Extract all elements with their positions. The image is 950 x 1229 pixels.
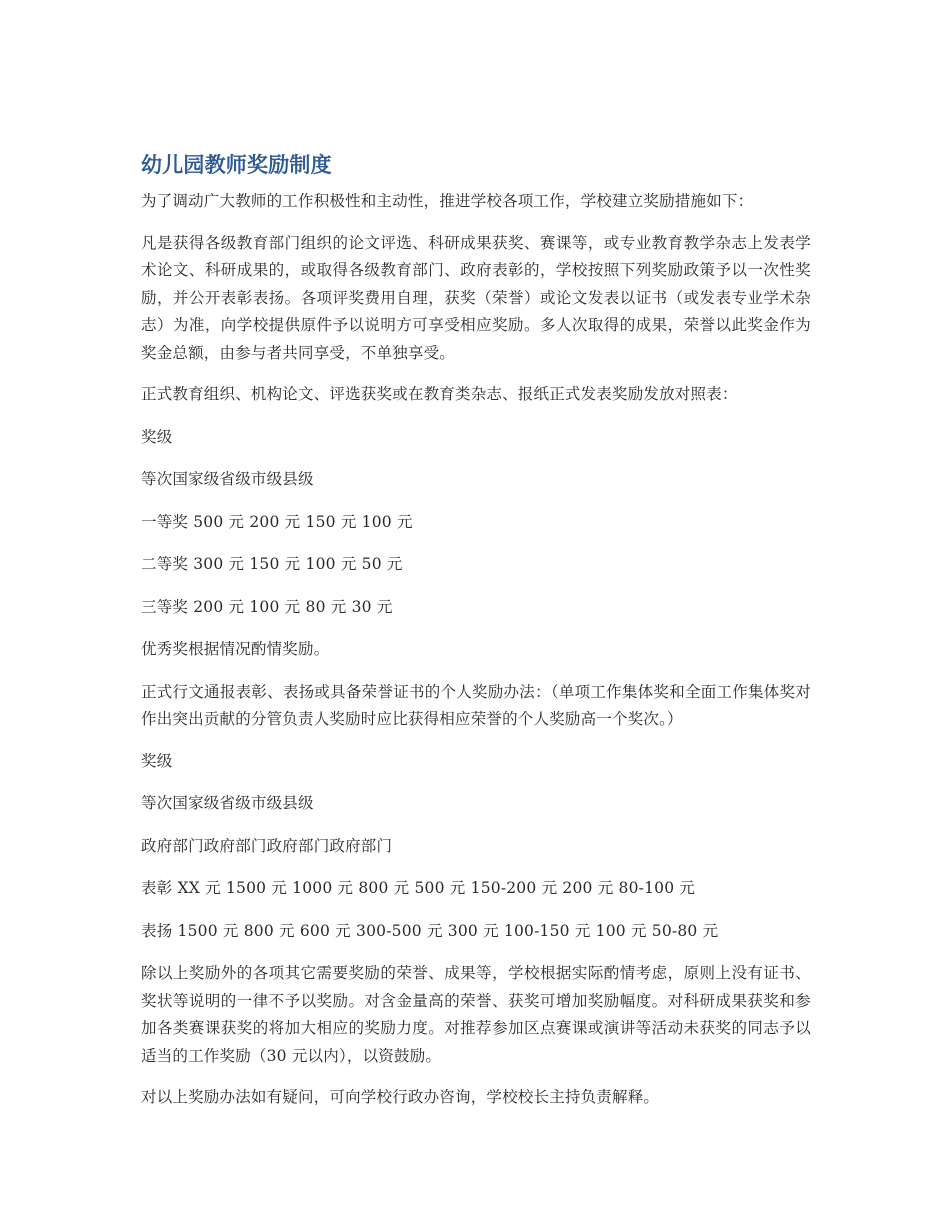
table2-row-commendation: 表彰 XX 元 1500 元 1000 元 800 元 500 元 150-200 元 200 元 80-100 元 bbox=[141, 879, 696, 897]
paragraph-table1-caption: 正式教育组织、机构论文、评选获奖或在教育类杂志、报纸正式发表奖励发放对照表： bbox=[141, 385, 738, 403]
table1-row-second-prize: 二等奖 300 元 150 元 100 元 50 元 bbox=[141, 555, 403, 573]
paragraph-inquiry: 对以上奖励办法如有疑问，可向学校行政办咨询，学校校长主持负责解释。 bbox=[141, 1088, 660, 1106]
table1-header-grades: 等次国家级省级市级县级 bbox=[141, 470, 314, 488]
table1-row-third-prize: 三等奖 200 元 100 元 80 元 30 元 bbox=[141, 597, 393, 616]
paragraph-policy: 凡是获得各级教育部门组织的论文评选、科研成果获奖、赛课等，或专业教育教学杂志上发表学术论文、科研成果的，或取得各级教育部门、政府表彰的，学校按照下列奖励政策予以一次性奖励，并公开表彰表扬。各项评奖费用自理，获奖（荣誉）或论文发表以证书（或发表专业学术杂志）为准，向学校提供原件予以说明方可享受相应奖励。多人次取得的成果，荣誉以此奖金作为奖金总额，由参与者共同享受，不单独享受。 bbox=[141, 233, 811, 362]
table1-row-first-prize: 一等奖 500 元 200 元 150 元 100 元 bbox=[141, 512, 413, 531]
table2-header-award-level: 奖级 bbox=[141, 751, 173, 770]
table1-header-award-level: 奖级 bbox=[141, 427, 173, 446]
paragraph-other-rewards: 除以上奖励外的各项其它需要奖励的荣誉、成果等，学校根据实际酌情考虑，原则上没有证书、奖状等说明的一律不予以奖励。对含金量高的荣誉、获奖可增加奖励幅度。对科研成果获奖和参加各类赛课获奖的将加大相应的奖励力度。对推荐参加区点赛课或演讲等活动未获奖的同志予以适当的工作奖励（30 元以内），以资鼓励。 bbox=[141, 964, 811, 1065]
table2-row-praise: 表扬 1500 元 800 元 600 元 300-500 元 300 元 100-150 元 100 元 50-80 元 bbox=[141, 921, 719, 940]
table2-header-grades: 等次国家级省级市级县级 bbox=[141, 794, 314, 812]
table1-row-excellence: 优秀奖根据情况酌情奖励。 bbox=[141, 640, 330, 658]
document-page bbox=[141, 150, 811, 1126]
table2-header-departments: 政府部门政府部门政府部门政府部门 bbox=[141, 836, 393, 855]
paragraph-table2-caption: 正式行文通报表彰、表扬或具备荣誉证书的个人奖励办法：（单项工作集体奖和全面工作集体奖对作出突出贡献的分管负责人奖励时应比获得相应荣誉的个人奖励高一个奖次。） bbox=[141, 682, 811, 728]
paragraph-intro: 为了调动广大教师的工作积极性和主动性，推进学校各项工作，学校建立奖励措施如下： bbox=[141, 192, 754, 210]
document-title: 幼儿园教师奖励制度 bbox=[141, 153, 332, 177]
